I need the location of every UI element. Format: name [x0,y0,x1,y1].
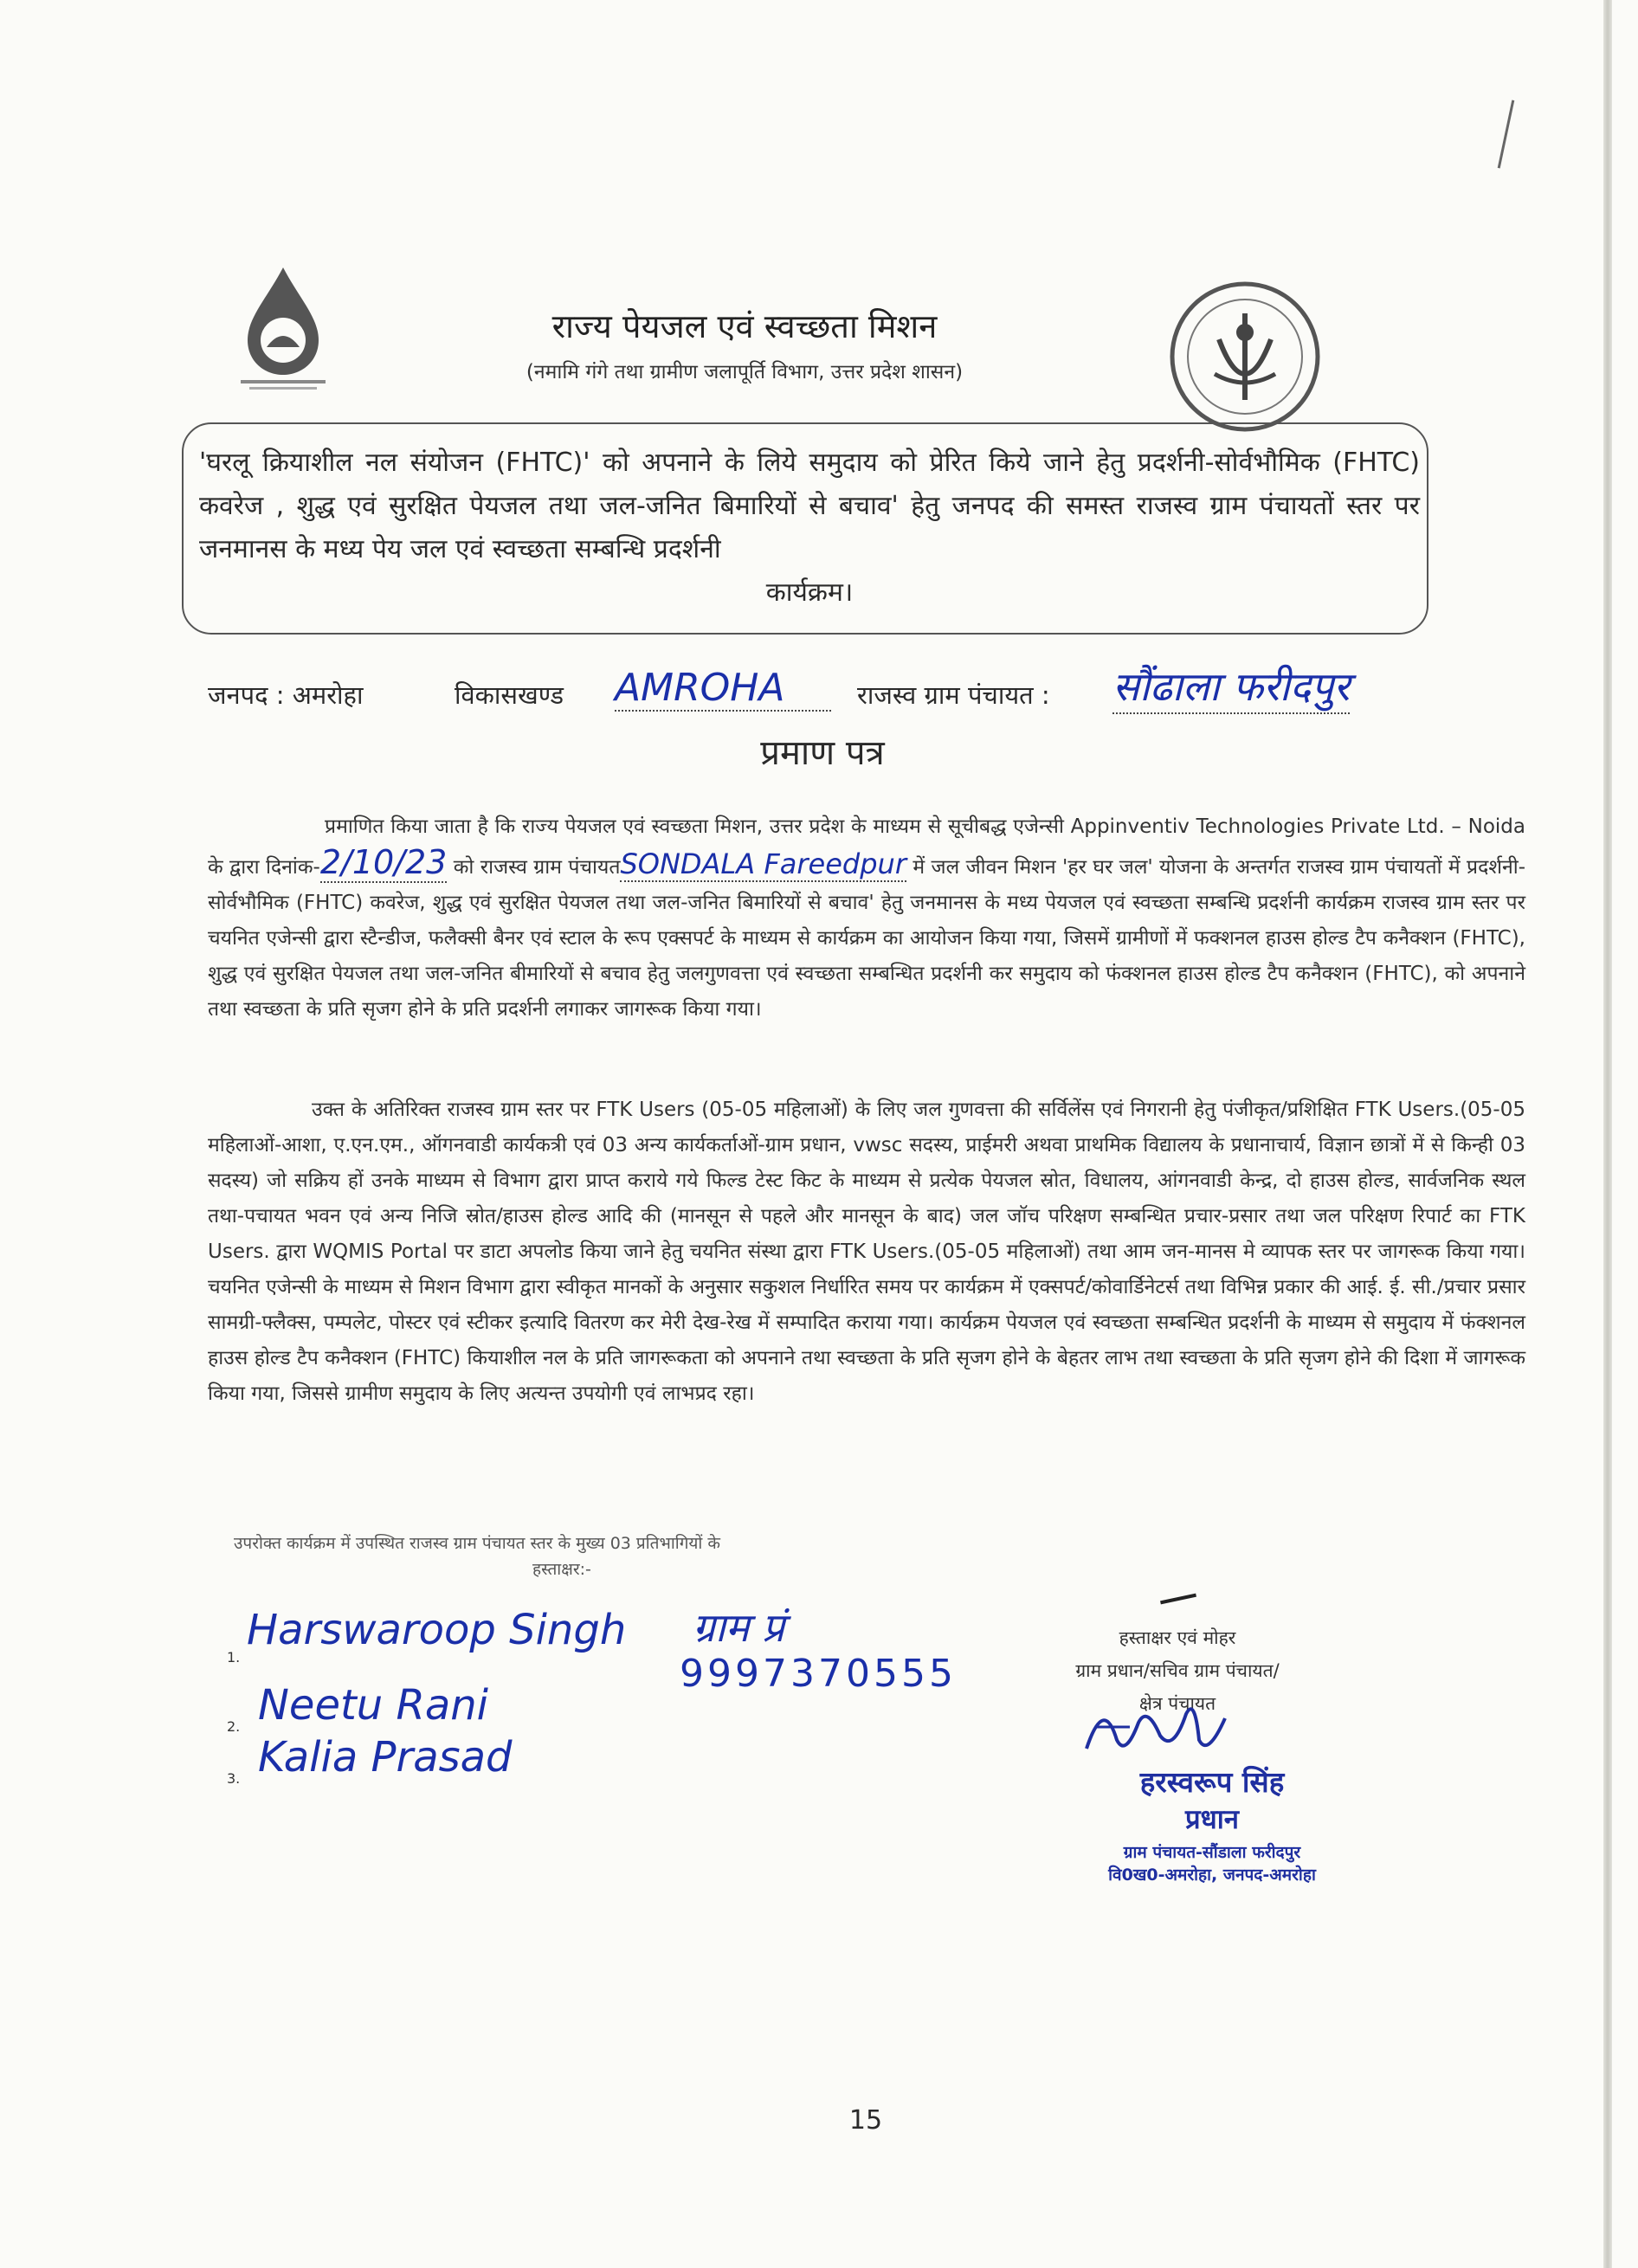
subject-last-line: कार्यक्रम। [765,577,854,608]
district-label: जनपद : अमरोहा [208,680,364,710]
participant-number-3: 3. [227,1770,241,1787]
participant-3-name: Kalia Prasad [258,1733,513,1782]
mission-title: राज्य पेयजल एवं स्वच्छता मिशन [551,307,938,345]
pencil-mark [1498,100,1515,169]
participant-1-phone: 9997370555 [680,1652,957,1696]
participant-number-1: 1. [227,1649,241,1666]
signature-intro-line1: उपरोक्त कार्यक्रम में उपस्थित राजस्व ग्राम पंचायत स्तर के मुख्य 03 प्रतिभागियों के [234,1534,720,1553]
stamp-name: हरस्वरूप सिंह [1139,1765,1285,1799]
certificate-title: प्रमाण पत्र [760,733,885,773]
p1-text-b: को राजस्व ग्राम पंचायत [453,856,621,879]
gp-value: सौंढाला फरीदपुर [1112,659,1350,714]
location-row [208,663,1506,723]
block-label: विकासखण्ड [455,680,564,710]
body-paragraph-1 [208,809,1525,1028]
stamp-line-1: ग्राम पंचायत-सौंडाला फरीदपुर [1123,1843,1301,1862]
p1-date: 2/10/23 [319,843,448,881]
participant-2-name: Neetu Rani [258,1681,488,1730]
subject-body: 'घरलू क्रियाशील नल संयोजन (FHTC)' को अपनाने के लिये समुदाय को प्रेरित किये जाने हेतु प्रदर्शनी-सोर्वभौमिक (FHTC) कवरेज , शुद्ध एवं सुरक्षित पेयजल तथा जल-जनित बिमारियों से बचाव' हेतु जनपद की समस्त राजस्व ग्राम पंचायतों स्तर पर जनमानस के मध्य पेय जल एवं स्वच्छता सम्बन्धि प्रदर्शनी [199,448,1420,564]
signature-intro-line2: हस्ताक्षर:- [532,1560,591,1579]
pradhan-stamp [1022,1762,1403,1885]
participant-1-role: ग्राम प्रं [693,1604,785,1651]
signature-heading-1: हस्ताक्षर एवं मोहर [1119,1627,1236,1648]
p1-text-a: प्रमाणित किया जाता है कि राज्य पेयजल एवं स्वच्छता मिशन, उत्तर प्रदेश के माध्यम से सूचीबद्ध एजेन्सी Appinventiv Technologies Private Ltd. – Noida के द्वारा दिनांक- [208,815,1525,879]
signature-tick [1160,1594,1196,1605]
p1-text-c: में जल जीवन मिशन 'हर घर जल' योजना के अन्तर्गत राजस्व ग्राम पंचायतों में प्रदर्शनी-सोर्वभौमिक (FHTC) कवरेज, शुद्ध एवं सुरक्षित पेयजल तथा जल-जनित बिमारियों से बचाव' हेतु जनमानस के मध्य पेयजल एवं स्वच्छता सम्बन्धि प्रदर्शनी कार्यक्रम राजस्व ग्राम स्तर पर चयनित एजेन्सी द्वारा स्टैन्डीज, फलैक्सी बैनर एवं स्टाल के रूप एक्सपर्ट के माध्यम से कार्यक्रम का आयोजन किया गया, जिसमें ग्रामीणों में फक्शनल हाउस होल्ड टैप कनैक्शन (FHTC), शुद्ध एवं सुरक्षित पेयजल तथा जल-जनित बीमारियों से बचाव हेतु जलगुणवत्ता एवं स्वच्छता सम्बन्धित प्रदर्शनी कर समुदाय को फंक्शनल हाउस होल्ड टैप कनैक्शन (FHTC), को अपनाने तथा स्वच्छता के प्रति सृजग होने के प्रति प्रदर्शनी लगाकर जागरूक किया गया। [208,856,1526,1021]
participant-1-name: Harswaroop Singh [247,1606,627,1654]
pradhan-signature [1078,1688,1251,1766]
mission-subtitle: (नमामि गंगे तथा ग्रामीण जलापूर्ति विभाग, उत्तर प्रदेश शासन) [526,361,964,383]
stamp-line-2: वि0ख0-अमरोहा, जनपद-अमरोहा [1108,1865,1316,1885]
block-value: AMROHA [615,666,831,712]
water-drop-logo-icon [232,264,334,394]
participant-number-2: 2. [227,1718,241,1735]
subject-text [199,441,1420,615]
signature-heading-2: ग्राम प्रधान/सचिव ग्राम पंचायत/ [1075,1660,1280,1681]
stamp-role: प्रधान [1185,1804,1239,1835]
p1-gp-name: SONDALA Fareedpur [620,847,906,880]
signature-heading-3: क्षेत्र पंचायत [1138,1693,1216,1714]
gp-label: राजस्व ग्राम पंचायत : [857,680,1050,710]
paper-edge [1603,0,1612,2268]
up-government-seal-icon [1167,279,1323,435]
page-number: 15 [848,2105,883,2136]
signature-intro [234,1530,926,1582]
body-paragraph-2: उक्त के अतिरिक्त राजस्व ग्राम स्तर पर FTK Users (05-05 महिलाओं) के लिए जल गुणवत्ता की सर्विलेंस एवं निगरानी हेतु पंजीकृत/प्रशिक्षित FTK Users.(05-05 महिलाओं-आशा, ए.एन.एम., ऑगनवाडी कार्यकत्री एवं 03 अन्य कार्यकर्ताओं-ग्राम प्रधान, vwsc सदस्य, प्राईमरी अथवा प्राथमिक विद्यालय के प्रधानाचार्य, विज्ञान छात्रों में से किन्ही 03 सदस्य) जो सक्रिय हों उनके माध्यम से विभाग द्वारा प्राप्त कराये गये फिल्ड टेस्ट किट के माध्यम से प्रत्येक पेयजल स्रोत, विधालय, आंगनवाडी केन्द्र, दो हाउस होल्ड, सार्वजनिक स्थल तथा-पचायत भवन एवं अन्य निजि स्रोत/हाउस होल्ड आदि की (मानसून से पहले और मानसून के बाद) जल जॉच परिक्षण सम्बन्धित प्रचार-प्रसार तथा जल परिक्षण रिपार्ट का FTK Users. द्वारा WQMIS Portal पर डाटा अपलोड किया जाने हेतु चयनित संस्था द्वारा FTK Users.(05-05 महिलाओं) तथा आम जन-मानस मे व्यापक स्तर पर जागरूक किया गया। चयनित एजेन्सी के माध्यम से मिशन विभाग द्वारा स्वीकृत मानकों के अनुसार सकुशल निर्धारित समय पर कार्यक्रम में एक्सपर्ट/कोवार्डिनेटर्स तथा विभिन्न प्रकार की आई. ई. सी./प्रचार प्रसार सामग्री-फ्लैक्स, पम्पलेट, पोस्टर एवं स्टीकर इत्यादि वितरण कर मेरी देख-रेख में सम्पादित कराया गया। कार्यक्रम पेयजल एवं स्वच्छता सम्बन्धित प्रदर्शनी के माध्यम से समुदाय में फंक्शनल हाउस होल्ड टैप कनैक्शन (FHTC) कियाशील नल के प्रति जागरूकता को अपनाने तथा स्वच्छता के प्रति सृजग होने के बेहतर लाभ तथा स्वच्छता के प्रति सृजग होने की दिशा में जागरूक किया गया, जिससे ग्रामीण समुदाय के लिए अत्यन्त उपयोगी एवं लाभप्रद रहा। [208,1099,1525,1405]
